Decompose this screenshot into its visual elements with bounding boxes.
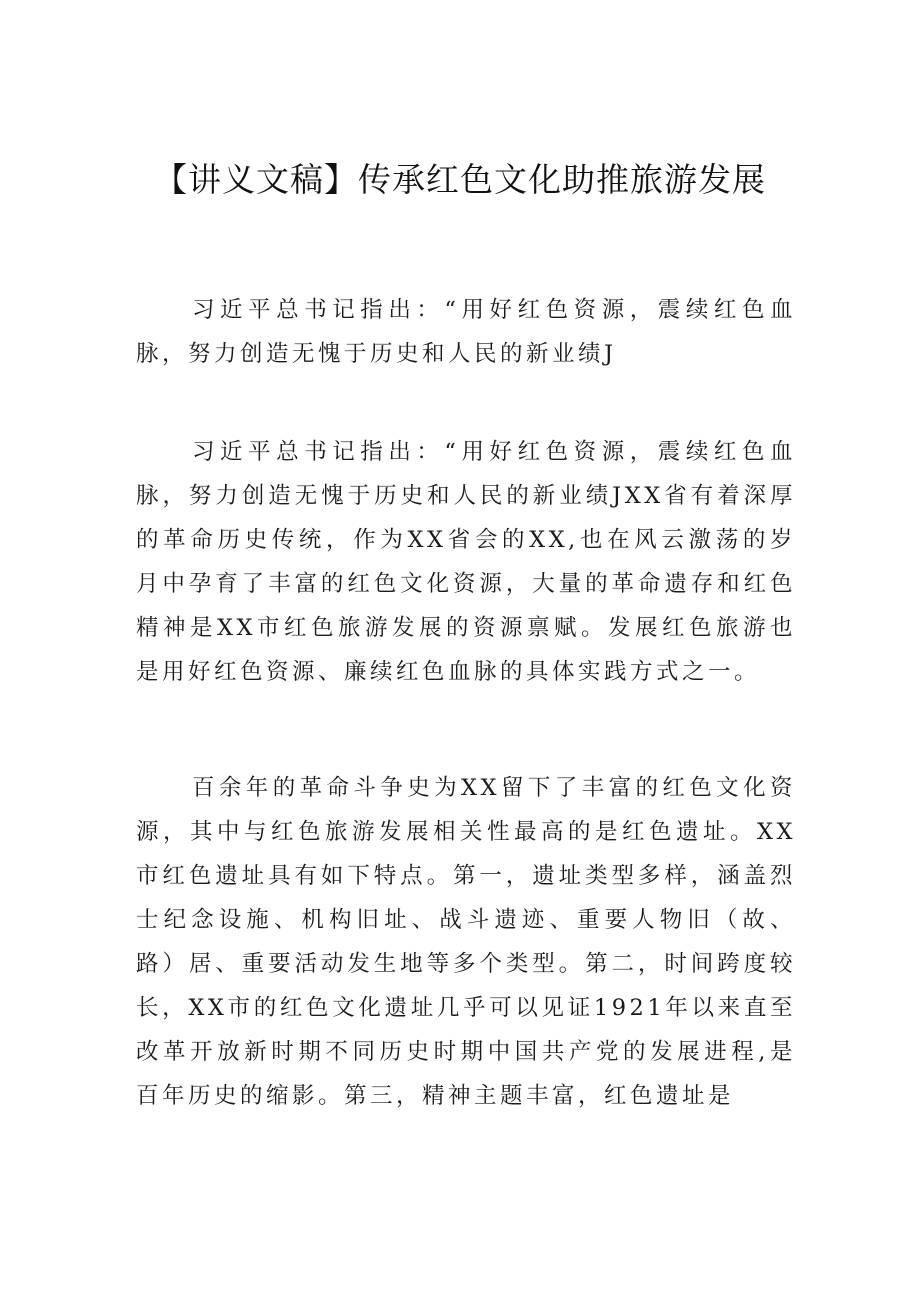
paragraph-3: 百余年的革命斗争史为XX留下了丰富的红色文化资源，其中与红色旅游发展相关性最高的是红色遗址。XX市红色遗址具有如下特点。第一，遗址类型多样，涵盖烈士纪念设施、机构旧址、战斗遗迹、重要人物旧（故、路）居、重要活动发生地等多个类型。第二，时间跨度较长，XX市的红色文化遗址几乎可以见证1921年以来直至改革开放新时期不同历史时期中国共产党的发展进程,是百年历史的缩影。第三，精神主题丰富，红色遗址是 bbox=[136, 775, 796, 1109]
paragraph-2: 习近平总书记指出：“用好红色资源，震续红色血脉，努力创造无愧于历史和人民的新业绩JXX省有着深厚的革命历史传统，作为XX省会的XX,也在风云激荡的岁月中孕育了丰富的红色文化资源，大量的革命遗存和红色精神是XX市红色旅游发展的资源禀赋。发展红色旅游也是用好红色资源、廉续红色血脉的具体实践方式之一。 bbox=[136, 439, 796, 685]
document-title: 【讲义文稿】传承红色文化助推旅游发展 bbox=[154, 160, 766, 199]
paragraph-1: 习近平总书记指出：“用好红色资源，震续红色血脉，努力创造无愧于历史和人民的新业绩J bbox=[136, 297, 796, 367]
